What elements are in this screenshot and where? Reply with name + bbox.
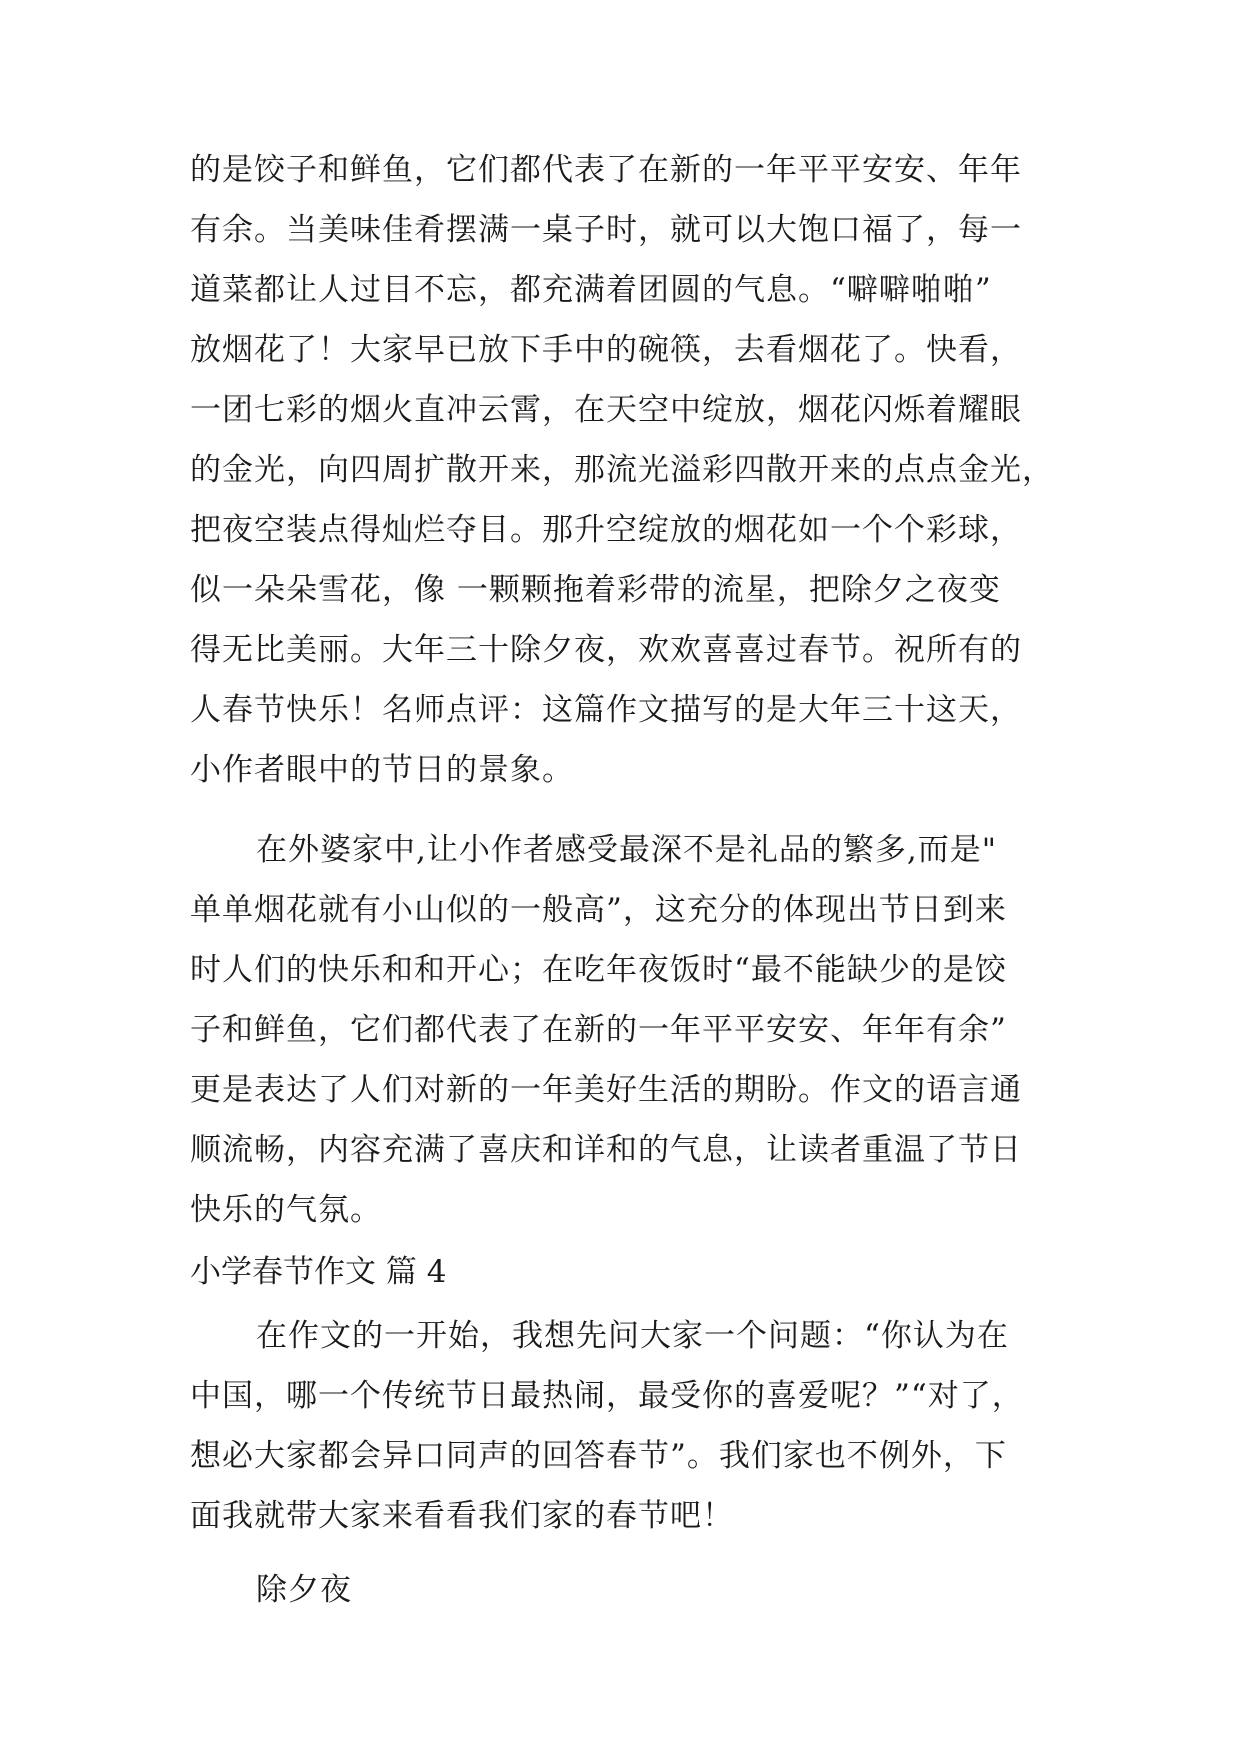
text-line: 顺流畅，内容充满了喜庆和详和的气息，让读者重温了节日 — [190, 1132, 1022, 1168]
subheading: 除夕夜 — [256, 1572, 352, 1608]
text-line: 的金光，向四周扩散开来，那流光溢彩四散开来的点点金光， — [190, 452, 1054, 488]
text-line: 单单烟花就有小山似的一般高”，这充分的体现出节日到来 — [190, 892, 1007, 928]
text-line: 的是饺子和鲜鱼，它们都代表了在新的一年平平安安、年年 — [190, 152, 1022, 188]
section-heading: 小学春节作文 篇 4 — [190, 1254, 447, 1290]
paragraph-first-line: 在外婆家中,让小作者感受最深不是礼品的繁多,而是" — [256, 832, 997, 868]
text-line: 放烟花了！大家早已放下手中的碗筷，去看烟花了。快看， — [190, 332, 1022, 368]
text-line: 快乐的气氛。 — [190, 1192, 382, 1228]
text-line: 子和鲜鱼，它们都代表了在新的一年平平安安、年年有余” — [190, 1012, 1007, 1048]
text-line: 小作者眼中的节日的景象。 — [190, 752, 574, 788]
text-line: 把夜空装点得灿烂夺目。那升空绽放的烟花如一个个彩球， — [190, 512, 1022, 548]
text-line: 有余。当美味佳肴摆满一桌子时，就可以大饱口福了，每一 — [190, 212, 1022, 248]
text-line: 道菜都让人过目不忘，都充满着团圆的气息。“噼噼啪啪” — [190, 272, 992, 308]
text-line: 人春节快乐！名师点评：这篇作文描写的是大年三十这天， — [190, 692, 1022, 728]
text-line: 中国，哪一个传统节日最热闹，最受你的喜爱呢？”“对了， — [190, 1378, 1024, 1414]
text-line: 得无比美丽。大年三十除夕夜，欢欢喜喜过春节。祝所有的 — [190, 632, 1022, 668]
text-line: 一团七彩的烟火直冲云霄，在天空中绽放，烟花闪烁着耀眼 — [190, 392, 1022, 428]
text-line: 似一朵朵雪花，像 一颗颗拖着彩带的流星，把除夕之夜变 — [190, 572, 1001, 608]
text-line: 面我就带大家来看看我们家的春节吧！ — [190, 1498, 734, 1534]
text-line: 更是表达了人们对新的一年美好生活的期盼。作文的语言通 — [190, 1072, 1022, 1108]
text-line: 时人们的快乐和和开心；在吃年夜饭时“最不能缺少的是饺 — [190, 952, 1007, 988]
paragraph-first-line: 在作文的一开始，我想先问大家一个问题：“你认为在 — [256, 1318, 1009, 1354]
text-line: 想必大家都会异口同声的回答春节”。我们家也不例外，下 — [190, 1438, 1007, 1474]
